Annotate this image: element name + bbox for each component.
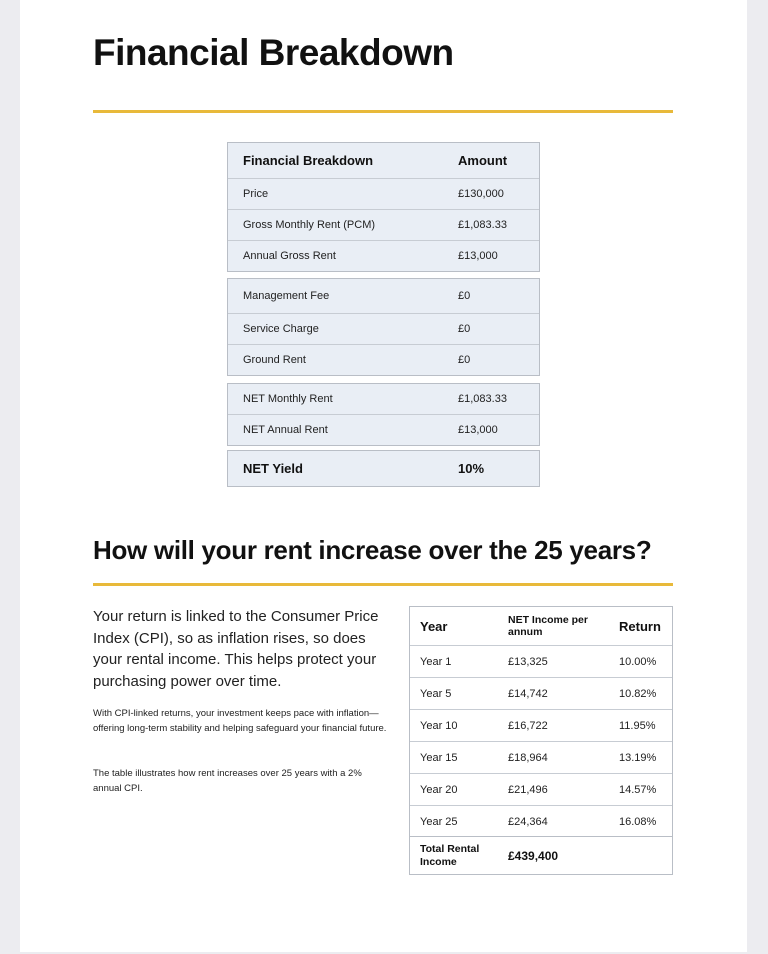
breakdown-header-row [228,143,539,178]
row-income: £24,364 [508,815,548,828]
header-year: Year [420,618,448,634]
breakdown-table-group-3 [227,383,540,446]
total-rental-income-value: £439,400 [508,848,559,863]
breakdown-row-label: Annual Gross Rent [243,250,336,262]
breakdown-row-label: Price [243,188,269,200]
breakdown-row-amount: £13,000 [458,250,498,262]
breakdown-table-group-1 [227,142,540,272]
breakdown-row-label: NET Monthly Rent [243,393,333,405]
net-yield-value: 10% [458,461,485,476]
breakdown-row [228,344,539,375]
row-return: 10.82% [619,687,657,700]
table-row [410,709,672,741]
row-return: 10.00% [619,655,657,668]
row-income: £21,496 [508,783,548,796]
row-income: £16,722 [508,719,548,732]
breakdown-row [228,178,539,209]
breakdown-header-label: Financial Breakdown [243,153,374,168]
row-return: 16.08% [619,815,657,828]
row-year: Year 5 [420,687,452,700]
breakdown-row [228,384,539,414]
section-divider [93,583,673,586]
row-income: £18,964 [508,751,548,764]
breakdown-row-amount: £130,000 [458,188,504,200]
row-return: 11.95% [619,719,656,732]
table-row [410,677,672,709]
table-note-paragraph: The table illustrates how rent increases over 25 years with a 2% annual CPI. [93,768,362,794]
breakdown-row [228,279,539,313]
row-year: Year 25 [420,815,458,828]
breakdown-row-label: Service Charge [243,323,319,335]
header-income: NET Income per annum [508,614,588,638]
cpi-paragraph: With CPI-linked returns, your investment keeps pace with inflation—offering long-term stability and helping safeguard your financial future. [93,708,387,734]
breakdown-row [228,414,539,445]
row-return: 14.57% [619,783,657,796]
breakdown-row-amount: £13,000 [458,424,498,436]
breakdown-row-label: Management Fee [243,290,330,302]
breakdown-total-group [227,450,540,487]
table-row [410,805,672,837]
table-row [410,773,672,805]
intro-paragraph: Your return is linked to the Consumer Price Index (CPI), so as inflation rises, so does your rental income. This helps protect your purchasing power over time. [93,608,379,690]
breakdown-row [228,209,539,240]
breakdown-row-amount: £1,083.33 [458,393,507,405]
row-return: 13.19% [619,751,657,764]
breakdown-row-amount: £0 [458,323,471,335]
row-income: £14,742 [508,687,548,700]
breakdown-row [228,240,539,271]
total-rental-income-label: Total Rental Income [420,842,480,868]
row-income: £13,325 [508,655,548,668]
breakdown-row-amount: £0 [458,354,471,366]
section-heading: How will your rent increase over the 25 years? [93,535,652,565]
breakdown-row-label: NET Annual Rent [243,424,328,436]
breakdown-row-label: Ground Rent [243,354,306,366]
net-yield-label: NET Yield [243,461,303,476]
document-page [20,0,747,952]
total-rental-income-row [409,836,673,875]
breakdown-row-amount: £0 [458,290,471,302]
breakdown-row-amount: £1,083.33 [458,219,507,231]
table-row [410,741,672,773]
breakdown-row-label: Gross Monthly Rent (PCM) [243,219,376,231]
net-yield-row [228,451,539,486]
breakdown-row [228,313,539,344]
header-return: Return [619,618,661,634]
row-year: Year 1 [420,655,452,668]
row-year: Year 15 [420,751,458,764]
rent-table-header [410,607,672,645]
row-year: Year 20 [420,783,458,796]
page-title: Financial Breakdown [93,32,454,73]
breakdown-table-group-2 [227,278,540,376]
title-divider [93,110,673,113]
row-year: Year 10 [420,719,458,732]
rent-increase-table [409,606,673,838]
table-row [410,645,672,677]
breakdown-header-amount: Amount [458,153,508,168]
